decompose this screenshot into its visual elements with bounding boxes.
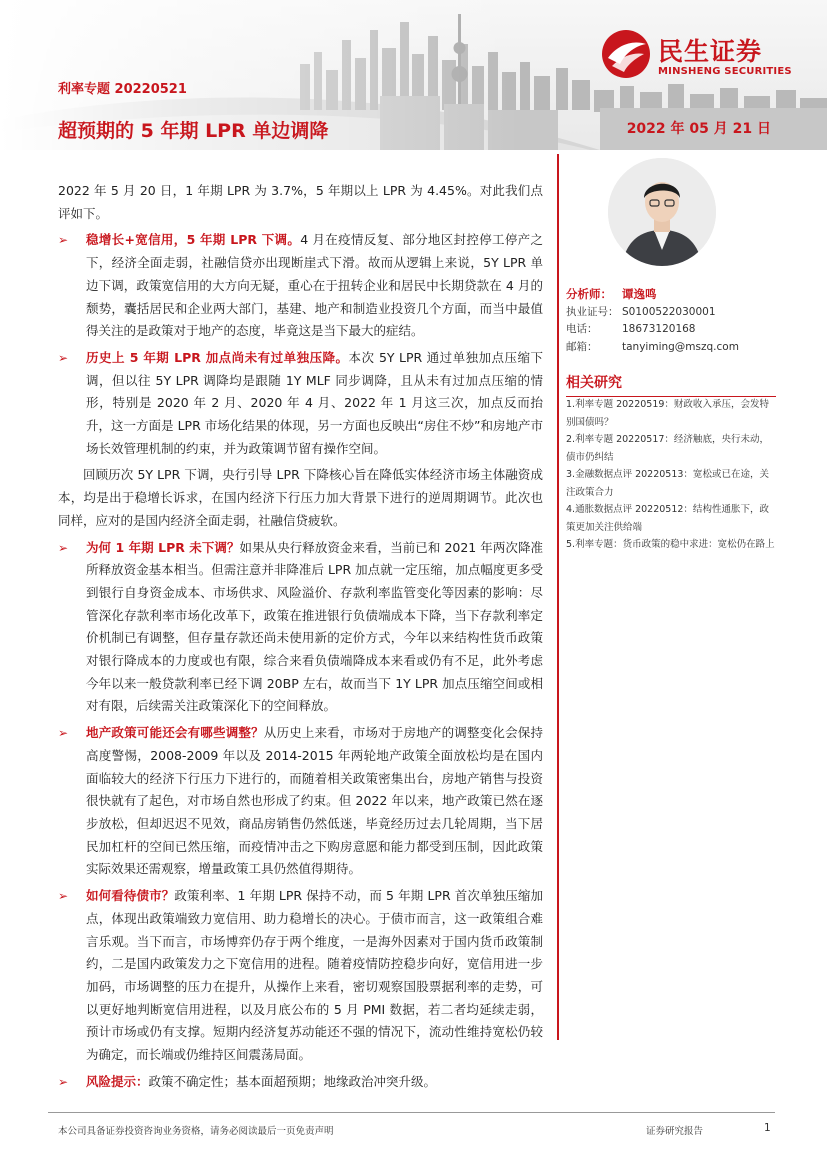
bullet-arrow-icon: ➢ [58, 350, 69, 365]
page-number: 1 [764, 1122, 771, 1134]
bullet-heading: 风险提示： [86, 1073, 149, 1089]
bullet-heading: 稳增长+宽信用，5 年期 LPR 下调。 [86, 232, 301, 248]
cert-value: S0100522030001 [622, 305, 716, 318]
related-item[interactable]: 1.利率专题 20220519：财政收入承压，会发特别国债吗？ [566, 399, 769, 428]
related-research-list [566, 396, 776, 554]
column-divider [557, 154, 559, 1040]
analyst-avatar [608, 158, 716, 266]
bullet-paragraph-risk [58, 1071, 543, 1094]
related-item[interactable]: 4.通胀数据点评 20220512：结构性通胀下，政策更加关注供给端 [566, 504, 769, 533]
bullet-text: 如果从央行释放资金来看，当前已和 2021 年两次降准所释放资金基本相当。但需注意并非降准后 LPR 加点就一定压缩，加点幅度更多受到银行自身资金成本、市场供求、风险溢价、存款利率监管变化等因素的影响：尽管深化存款利率市场化改革下，政策在推进银行负债端成本下降，当下存款利率定价机制已有调整，但存量存款还尚未使用新的定价方式，今年以来结构性货币政策对银行降成本的力度或也有限，综合来看负债端降成本来看或仍有不足，此外考虑今年以来一般贷款利率已经下调 20BP 左右，故而当下 1Y LPR 加点压缩空间或相对有限，后续需关注政策深化下的空间释放。 [86, 539, 544, 714]
report-body [58, 180, 543, 1097]
bullet-arrow-icon: ➢ [58, 726, 69, 741]
footer-disclaimer: 本公司具备证券投资咨询业务资格，请务必阅读最后一页免责声明 [58, 1126, 334, 1137]
bullet-paragraph-2 [58, 347, 543, 461]
report-title: 超预期的 5 年期 LPR 单边调降 [58, 120, 329, 142]
analyst-name: 谭逸鸣 [622, 287, 657, 301]
cert-label: 执业证号： [566, 305, 619, 318]
report-date: 2022 年 05 月 21 日 [626, 121, 771, 137]
analyst-label: 分析师： [566, 287, 612, 301]
bullet-arrow-icon: ➢ [58, 540, 69, 555]
logo-chinese-name: 民生证券 [658, 37, 763, 66]
bullet-paragraph-1 [58, 229, 543, 343]
bullet-arrow-icon: ➢ [58, 233, 69, 248]
related-research-title: 相关研究 [566, 372, 776, 397]
phone-label: 电话： [566, 323, 598, 335]
phone-value: 18673120168 [622, 323, 696, 335]
bullet-heading: 历史上 5 年期 LPR 加点尚未有过单独压降。 [86, 349, 349, 365]
analyst-info [566, 286, 776, 356]
bullet-paragraph-3 [58, 537, 543, 719]
analyst-portrait-icon [608, 158, 716, 266]
related-item[interactable]: 3.金融数据点评 20220513：宽松或已在途，关注政策合力 [566, 469, 769, 498]
bullet-text: 政策利率、1 年期 LPR 保持不动，而 5 年期 LPR 首次单独压缩加点，体现出政策端致力宽信用、助力稳增长的决心。于债市而言，这一政策组合难言乐观。当下而言，市场博弈仍存于两个维度，一是海外因素对于国内货币政策制约，二是国内政策发力之下宽信用的进程。随着疫情防控稳步向好，宽信用进一步加码，市场调整的压力在提升，从操作上来看，密切观察国股票据利率的走势，可以更好地判断宽信用进程，以及月底公布的 5 月 PMI 数据，若二者均延续走弱，预计市场或仍有支撑。短期内经济复苏动能还不强的情况下，流动性维持宽松仍较为确定，而长端或仍维持区间震荡局面。 [86, 888, 543, 1063]
bullet-arrow-icon: ➢ [58, 889, 69, 904]
bullet-arrow-icon: ➢ [58, 1074, 69, 1089]
email-row [566, 339, 776, 357]
email-label: 邮箱： [566, 340, 598, 353]
bullet-paragraph-5 [58, 885, 543, 1067]
phone-row [566, 321, 776, 339]
bullet-text: 从历史上来看，市场对于房地产的调整变化会保持高度警惕，2008-2009 年以及 2014-2015 年两轮地产政策全面放松均是在国内面临较大的经济下行压力下进行的，而随着相关政策密集出台，房地产销售与投资很快就有了起色，对市场自然也形成了约束。但 2022 年以来，地产政策已然在逐步放松，但却迟迟不见效，商品房销售仍然低迷，毕竟经历过去几轮周期，当下居民加杠杆的空间已然压缩，而疫情冲击之下购房意愿和能力都受到压制，因此政策实际效果还需观察，增量政策工具仍然值得期待。 [86, 725, 543, 877]
analyst-name-row [566, 286, 776, 304]
logo-english-name: MINSHENG SECURITIES [658, 66, 792, 77]
bullet-text: 本次 5Y LPR 通过单独加点压缩下调，但以往 5Y LPR 调降均是跟随 1Y MLF 同步调降，且从未有过加点压缩的情形，特别是 2020 年 2 月、2020 年 4 月、2022 年 1 月这三次，加点反而抬升，这一方面是 LPR 市场化结果的体现，另一方面也反映出“房住不炒”和房地产市场长效管理机制的约束，并为政策调节留有操作空间。 [86, 349, 544, 456]
report-header [0, 0, 827, 150]
bullet-heading: 为何 1 年期 LPR 未下调？ [86, 539, 240, 555]
minsheng-logo-icon [600, 28, 652, 80]
cert-row [566, 304, 776, 322]
bullet-text: 政策不确定性；基本面超预期；地缘政治冲突升级。 [148, 1073, 437, 1089]
minsheng-securities-logo [600, 28, 810, 88]
email-value: tanyiming@mszq.com [622, 340, 739, 353]
related-item[interactable]: 5.利率专题：货币政策的稳中求进：宽松仍在路上 [566, 539, 775, 550]
paragraph-review: 回顾历次 5Y LPR 下调，央行引导 LPR 下降核心旨在降低实体经济市场主体融资成本，均是出于稳增长诉求，在国内经济下行压力加大背景下进行的逆周期调节。此次也同样，应对的是国内经济全面走弱，社融信贷疲软。 [58, 467, 543, 528]
bullet-paragraph-4 [58, 722, 543, 881]
related-item[interactable]: 2.利率专题 20220517：经济触底，央行未动，债市仍纠结 [566, 434, 769, 463]
bullet-heading: 如何看待债市？ [86, 888, 175, 904]
footer-report-type: 证券研究报告 [646, 1126, 704, 1137]
footer-divider [48, 1112, 775, 1113]
intro-paragraph: 2022 年 5 月 20 日，1 年期 LPR 为 3.7%，5 年期以上 LPR 为 4.45%。对此我们点评如下。 [58, 183, 543, 221]
bullet-heading: 地产政策可能还会有哪些调整？ [86, 725, 264, 741]
bullet-text: 4 月在疫情反复、部分地区封控停工停产之下，经济全面走弱，社融信贷亦出现断崖式下滑。故而从逻辑上来说，5Y LPR 单边下调，政策宽信用的大方向无疑，重心在于扭转企业和居民中长期贷款在 4 月的颓势，囊括居民和企业两大部门，基建、地产和制造业投资几个方面，而当中最值得关注的是政策对于地产的态度，毕竟这是当下最大的症结。 [86, 232, 543, 339]
report-series-tag: 利率专题 20220521 [58, 82, 187, 97]
